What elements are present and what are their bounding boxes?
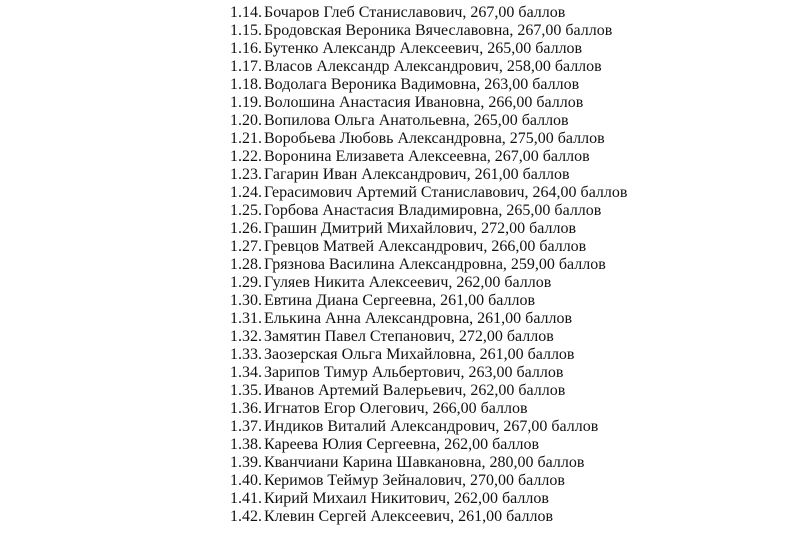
entry-text: Водолага Вероника Вадимовна, 263,00 баллов — [264, 76, 580, 93]
entry-text: Зарипов Тимур Альбертович, 263,00 баллов — [264, 364, 564, 381]
list-item — [230, 40, 627, 58]
entry-text: Клевин Сергей Алексеевич, 261,00 баллов — [264, 508, 554, 525]
entry-text: Грашин Дмитрий Михайлович, 272,00 баллов — [264, 220, 576, 237]
list-item — [230, 454, 627, 472]
entry-text: Волошина Анастасия Ивановна, 266,00 баллов — [264, 94, 584, 111]
entry-number: 1.19. — [230, 94, 262, 111]
entry-number: 1.30. — [230, 292, 262, 309]
entry-text: Вопилова Ольга Анатольевна, 265,00 баллов — [264, 112, 569, 129]
entry-text: Гревцов Матвей Александрович, 266,00 баллов — [264, 238, 587, 255]
list-item — [230, 148, 627, 166]
entry-text: Бутенко Александр Алексеевич, 265,00 баллов — [264, 40, 583, 57]
entry-number: 1.28. — [230, 256, 262, 273]
list-item — [230, 112, 627, 130]
list-item — [230, 202, 627, 220]
list-item — [230, 58, 627, 76]
entry-text: Горбова Анастасия Владимировна, 265,00 баллов — [264, 202, 602, 219]
entry-number: 1.33. — [230, 346, 262, 363]
list-item — [230, 220, 627, 238]
entry-number: 1.38. — [230, 436, 262, 453]
entry-number: 1.39. — [230, 454, 262, 471]
list-item — [230, 508, 627, 526]
entry-text: Кванчиани Карина Шавкановна, 280,00 баллов — [264, 454, 585, 471]
list-item — [230, 436, 627, 454]
entry-text: Гуляев Никита Алексеевич, 262,00 баллов — [264, 274, 552, 291]
score-list — [230, 4, 627, 526]
entry-number: 1.40. — [230, 472, 262, 489]
list-item — [230, 184, 627, 202]
entry-text: Евтина Диана Сергеевна, 261,00 баллов — [264, 292, 536, 309]
list-item — [230, 400, 627, 418]
entry-text: Кареева Юлия Сергеевна, 262,00 баллов — [264, 436, 539, 453]
entry-number: 1.15. — [230, 22, 262, 39]
entry-number: 1.32. — [230, 328, 262, 345]
list-item — [230, 490, 627, 508]
entry-number: 1.22. — [230, 148, 262, 165]
entry-text: Кирий Михаил Никитович, 262,00 баллов — [264, 490, 549, 507]
entry-text: Бродовская Вероника Вячеславовна, 267,00 баллов — [264, 22, 613, 39]
entry-number: 1.42. — [230, 508, 262, 525]
list-item — [230, 364, 627, 382]
list-item — [230, 472, 627, 490]
list-item — [230, 256, 627, 274]
list-item — [230, 292, 627, 310]
entry-number: 1.35. — [230, 382, 262, 399]
list-item — [230, 418, 627, 436]
list-item — [230, 22, 627, 40]
entry-number: 1.21. — [230, 130, 262, 147]
entry-text: Воронина Елизавета Алексеевна, 267,00 баллов — [264, 148, 590, 165]
entry-number: 1.14. — [230, 4, 262, 21]
entry-number: 1.18. — [230, 76, 262, 93]
entry-text: Герасимович Артемий Станиславович, 264,00 баллов — [264, 184, 628, 201]
list-item — [230, 76, 627, 94]
entry-number: 1.41. — [230, 490, 262, 507]
list-item — [230, 4, 627, 22]
entry-text: Власов Александр Александрович, 258,00 баллов — [264, 58, 602, 75]
entry-number: 1.17. — [230, 58, 262, 75]
entry-text: Елькина Анна Александровна, 261,00 баллов — [264, 310, 573, 327]
list-item — [230, 328, 627, 346]
entry-number: 1.16. — [230, 40, 262, 57]
list-item — [230, 382, 627, 400]
list-item — [230, 274, 627, 292]
entry-text: Гагарин Иван Александрович, 261,00 баллов — [264, 166, 570, 183]
entry-number: 1.24. — [230, 184, 262, 201]
entry-number: 1.29. — [230, 274, 262, 291]
list-item — [230, 310, 627, 328]
list-item — [230, 94, 627, 112]
list-item — [230, 166, 627, 184]
entry-number: 1.27. — [230, 238, 262, 255]
entry-number: 1.36. — [230, 400, 262, 417]
entry-text: Игнатов Егор Олегович, 266,00 баллов — [264, 400, 528, 417]
entry-text: Керимов Теймур Зейналович, 270,00 баллов — [264, 472, 565, 489]
list-item — [230, 130, 627, 148]
list-item — [230, 238, 627, 256]
entry-number: 1.31. — [230, 310, 262, 327]
entry-text: Иванов Артемий Валерьевич, 262,00 баллов — [264, 382, 566, 399]
entry-text: Воробьева Любовь Александровна, 275,00 баллов — [264, 130, 605, 147]
entry-text: Индиков Виталий Александрович, 267,00 баллов — [264, 418, 599, 435]
entry-text: Заозерская Ольга Михайловна, 261,00 баллов — [264, 346, 575, 363]
list-item — [230, 346, 627, 364]
entry-number: 1.25. — [230, 202, 262, 219]
entry-text: Бочаров Глеб Станиславович, 267,00 баллов — [264, 4, 566, 21]
entry-number: 1.26. — [230, 220, 262, 237]
entry-number: 1.20. — [230, 112, 262, 129]
entry-text: Грязнова Василина Александровна, 259,00 баллов — [264, 256, 606, 273]
entry-number: 1.34. — [230, 364, 262, 381]
entry-text: Замятин Павел Степанович, 272,00 баллов — [264, 328, 554, 345]
entry-number: 1.23. — [230, 166, 262, 183]
entry-number: 1.37. — [230, 418, 262, 435]
